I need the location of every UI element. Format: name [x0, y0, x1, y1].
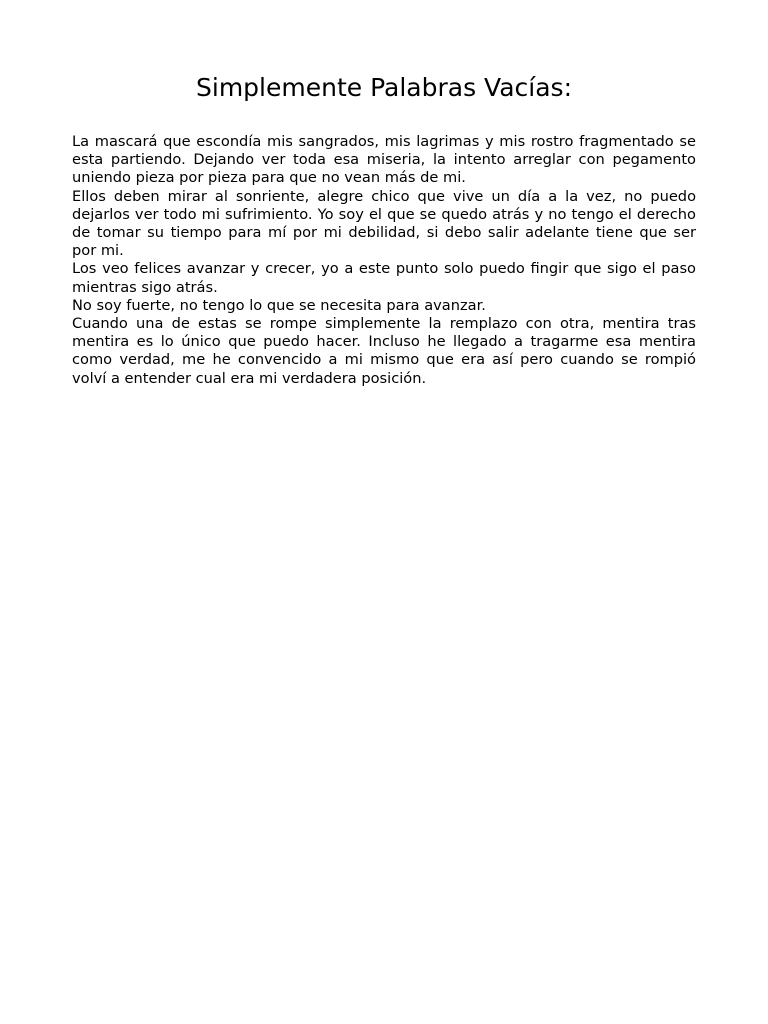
document-body — [72, 133, 696, 388]
paragraph-3: Los veo felices avanzar y crecer, yo a este punto solo puedo fingir que sigo el paso mientras sigo atrás. — [72, 260, 696, 296]
paragraph-2: Ellos deben mirar al sonriente, alegre chico que vive un día a la vez, no puedo dejarlos ver todo mi sufrimiento. Yo soy el que se quedo atrás y no tengo el derecho de tomar su tiempo para mí por mi debilidad, si debo salir adelante tiene que ser por mi. — [72, 187, 696, 260]
paragraph-5: Cuando una de estas se rompe simplemente la remplazo con otra, mentira tras mentira es lo único que puedo hacer. Incluso he llegado a tragarme esa mentira como verdad, me he convencido a mi mismo que era así pero cuando se rompió volví a entender cual era mi verdadera posición. — [72, 315, 696, 387]
paragraph-4: No soy fuerte, no tengo lo que se necesita para avanzar. — [72, 296, 486, 314]
paragraph-1: La mascará que escondía mis sangrados, mis lagrimas y mis rostro fragmentado se esta partiendo. Dejando ver toda esa miseria, la intento arreglar con pegamento uniendo pieza por pieza para que no vean más de mi. — [72, 133, 696, 187]
document-title: Simplemente Palabras Vacías: — [196, 73, 572, 102]
